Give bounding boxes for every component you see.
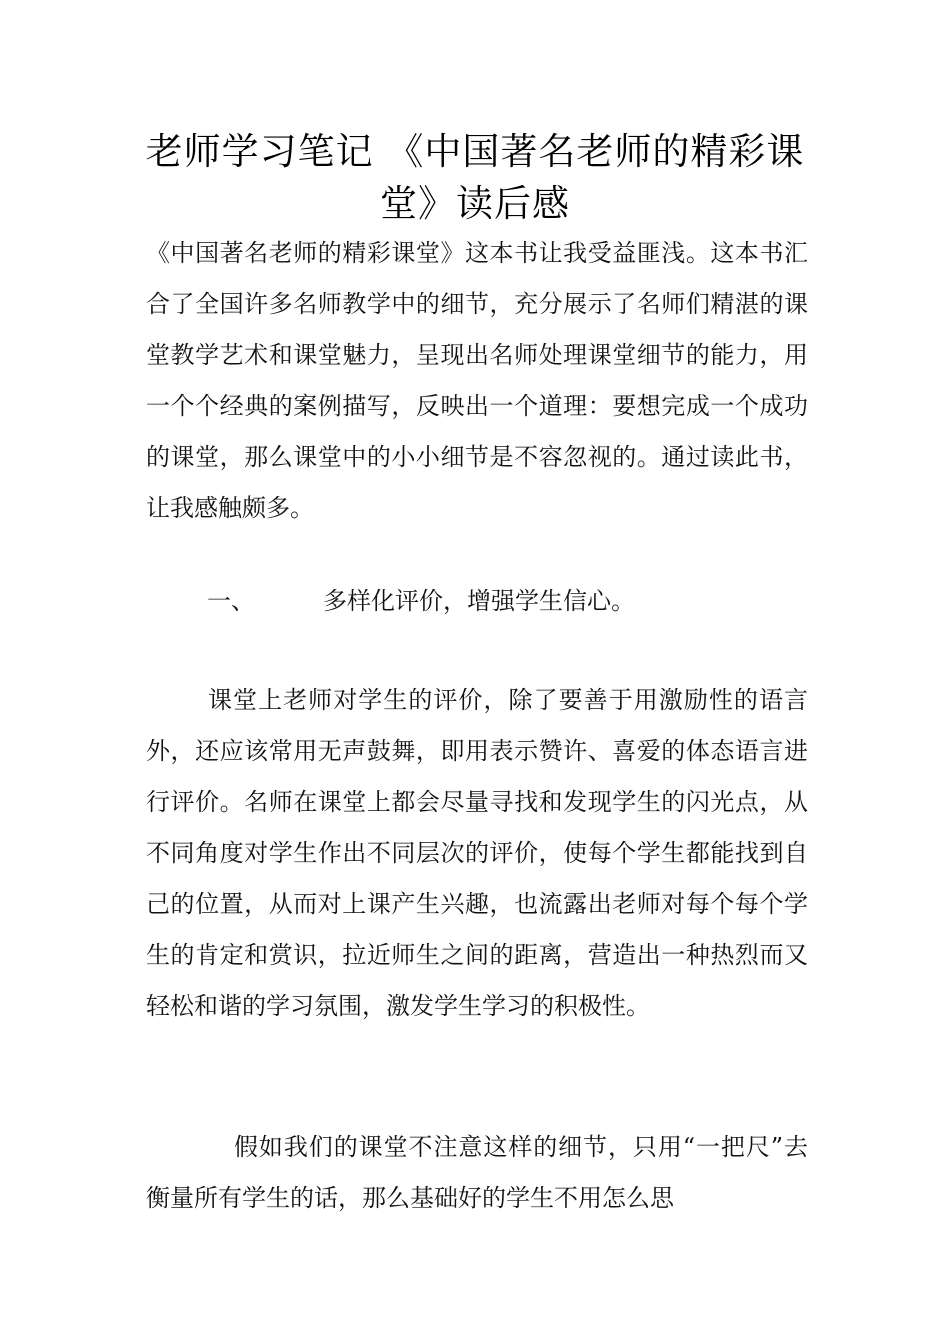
section-heading-text: 多样化评价，增强学生信心。 [323, 587, 635, 615]
section-heading-number: 一、 [207, 587, 255, 615]
paragraph-evaluation: 课堂上老师对学生的评价，除了要善于用激励性的语言外，还应该常用无声鼓舞，即用表示赞许、喜爱的体态语言进行评价。名师在课堂上都会尽量寻找和发现学生的闪光点，从不同角度对学生作出不同层次的评价，使每个学生都能找到自己的位置，从而对上课产生兴趣，也流露出老师对每个每个学生的肯定和赏识，拉近师生之间的距离，营造出一种热烈而又轻松和谐的学习氛围，激发学生学习的积极性。 [146, 686, 808, 1020]
paragraph-intro: 《中国著名老师的精彩课堂》这本书让我受益匪浅。这本书汇合了全国许多名师教学中的细节，充分展示了名师们精湛的课堂教学艺术和课堂魅力，呈现出名师处理课堂细节的能力，用一个个经典的案例描写，反映出一个道理：要想完成一个成功的课堂，那么课堂中的小小细节是不容忽视的。通过读此书，让我感触颇多。 [146, 239, 808, 522]
document-title: 老师学习笔记 《中国著名老师的精彩课堂》读后感 [145, 130, 805, 225]
paragraph-ruler: 假如我们的课堂不注意这样的细节，只用“一把尺”去衡量所有学生的话，那么基础好的学生不用怎么思 [146, 1133, 808, 1212]
section-heading [207, 576, 635, 627]
